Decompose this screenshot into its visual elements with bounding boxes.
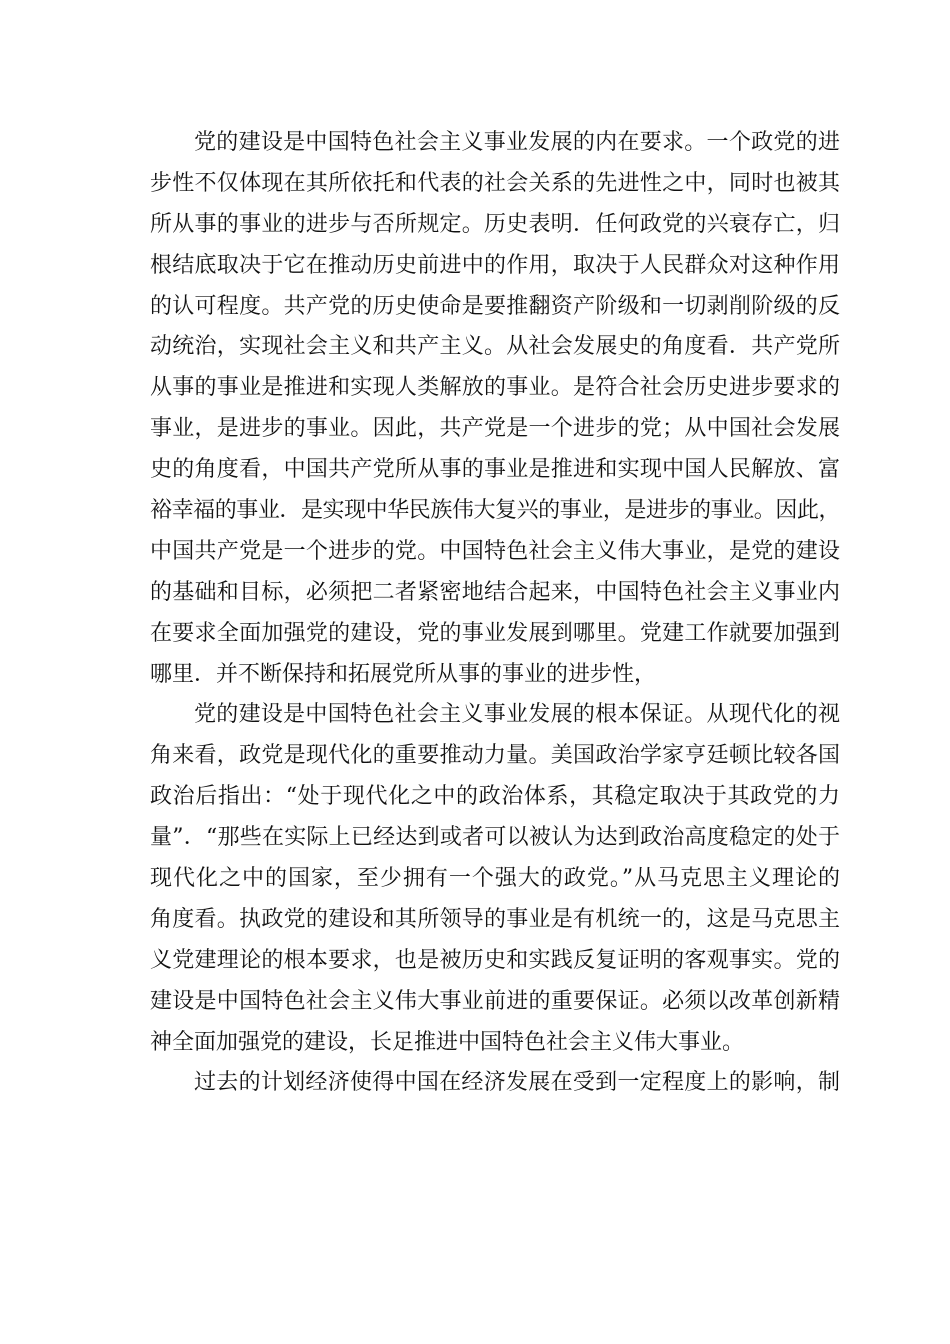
- document-body: [150, 123, 840, 1104]
- text-line: 神全面加强党的建设，长足推进中国特色社会主义伟大事业。: [150, 1029, 745, 1055]
- text-line: 在要求全面加强党的建设，党的事业发展到哪里。党建工作就要加强到: [150, 620, 840, 646]
- text-line: 建设是中国特色社会主义伟大事业前进的重要保证。必须以改革创新精: [150, 988, 840, 1014]
- text-line: 史的角度看，中国共产党所从事的事业是推进和实现中国人民解放、富: [150, 457, 840, 483]
- text-line: 事业，是进步的事业。因此，共产党是一个进步的党；从中国社会发展: [150, 416, 840, 442]
- text-line: 现代化之中的国家，至少拥有一个强大的政党。”从马克思主义理论的: [150, 866, 840, 892]
- text-line: 哪里．并不断保持和拓展党所从事的事业的进步性，: [150, 661, 657, 687]
- text-line: 党的建设是中国特色社会主义事业发展的根本保证。从现代化的视: [194, 702, 840, 728]
- text-line: 动统治，实现社会主义和共产主义。从社会发展史的角度看．共产党所: [150, 334, 840, 360]
- text-line: 所从事的事业的进步与否所规定。历史表明．任何政党的兴衰存亡，归: [150, 211, 840, 237]
- text-line: 过去的计划经济使得中国在经济发展在受到一定程度上的影响，制: [194, 1070, 840, 1096]
- paragraph-3: [150, 1063, 840, 1104]
- text-line: 量”．“那些在实际上已经达到或者可以被认为达到政治高度稳定的处于: [150, 825, 840, 851]
- text-line: 裕幸福的事业．是实现中华民族伟大复兴的事业，是进步的事业。因此，: [150, 498, 840, 524]
- text-line: 角来看，政党是现代化的重要推动力量。美国政治学家亨廷顿比较各国: [150, 743, 840, 769]
- paragraph-2: [150, 695, 840, 1063]
- text-line: 角度看。执政党的建设和其所领导的事业是有机统一的，这是马克思主: [150, 906, 840, 932]
- text-line: 义党建理论的根本要求，也是被历史和实践反复证明的客观事实。党的: [150, 947, 840, 973]
- text-line: 党的建设是中国特色社会主义事业发展的内在要求。一个政党的进: [194, 130, 840, 155]
- text-line: 的基础和目标，必须把二者紧密地结合起来，中国特色社会主义事业内: [150, 579, 840, 605]
- text-line: 政治后指出：“处于现代化之中的政治体系，其稳定取决于其政党的力: [150, 784, 840, 810]
- text-line: 根结底取决于它在推动历史前进中的作用，取决于人民群众对这种作用: [150, 252, 840, 278]
- text-line: 从事的事业是推进和实现人类解放的事业。是符合社会历史进步要求的: [150, 375, 840, 401]
- text-line: 步性不仅体现在其所依托和代表的社会关系的先进性之中，同时也被其: [150, 170, 840, 196]
- paragraph-1: [150, 123, 840, 695]
- text-line: 中国共产党是一个进步的党。中国特色社会主义伟大事业，是党的建设: [150, 538, 840, 564]
- text-line: 的认可程度。共产党的历史使命是要推翻资产阶级和一切剥削阶级的反: [150, 293, 840, 319]
